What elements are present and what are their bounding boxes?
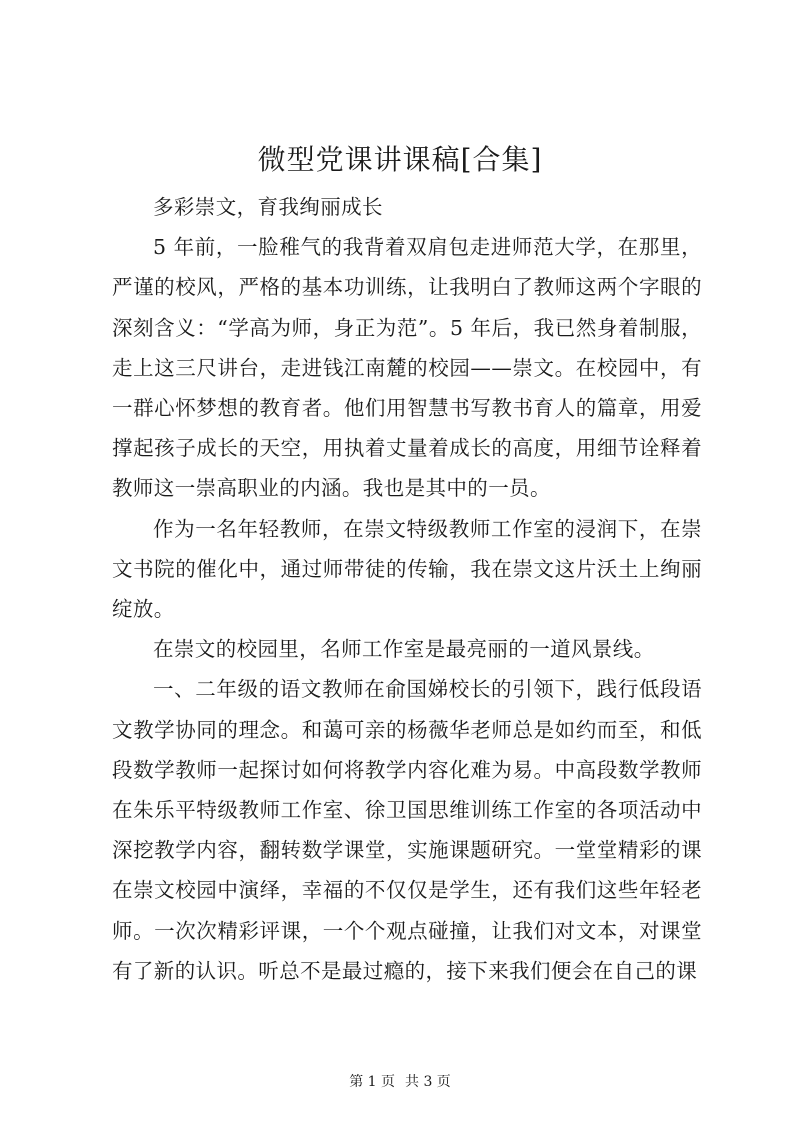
paragraph: 5 年前，一脸稚气的我背着双肩包走进师范大学，在那里，严谨的校风，严格的基本功训练，让我明白了教师这两个字眼的深刻含义：“学高为师，身正为范”。5 年后，我已然身着制服，走上这三尺讲台，走进钱江南麓的校园——崇文。在校园中，有一群心怀梦想的教育者。他们用智慧书写教书育人的篇章，用爱撑起孩子成长的天空，用执着丈量着成长的高度，用细节诠释着教师这一崇高职业的内涵。我也是其中的一员。 <box>112 235 702 501</box>
paragraph: 作为一名年轻教师，在崇文特级教师工作室的浸润下，在崇文书院的催化中，通过师带徒的传输，我在崇文这片沃土上绚丽绽放。 <box>112 516 702 622</box>
document-title: 微型党课讲课稿[合集] <box>257 143 543 176</box>
paragraph: 在崇文的校园里，名师工作室是最亮丽的一道风景线。 <box>153 637 655 662</box>
page-number: 第 1 页 <box>349 1074 395 1090</box>
document-body <box>112 187 702 991</box>
page-footer <box>0 1072 800 1092</box>
paragraph: 一、二年级的语文教师在俞国娣校长的引领下，践行低段语文教学协同的理念。和蔼可亲的杨薇华老师总是如约而至，和低段数学教师一起探讨如何将教学内容化难为易。中高段数学教师在朱乐平特级教师工作室、徐卫国思维训练工作室的各项活动中深挖教学内容，翻转数学课堂，实施课题研究。一堂堂精彩的课在崇文校园中演绎，幸福的不仅仅是学生，还有我们这些年轻老师。一次次精彩评课，一个个观点碰撞，让我们对文本，对课堂有了新的认识。听总不是最过瘾的，接下来我们便会在自己的课 <box>112 677 702 983</box>
paragraph-subtitle: 多彩崇文，育我绚丽成长 <box>153 195 383 219</box>
page-total: 共 3 页 <box>405 1074 451 1090</box>
